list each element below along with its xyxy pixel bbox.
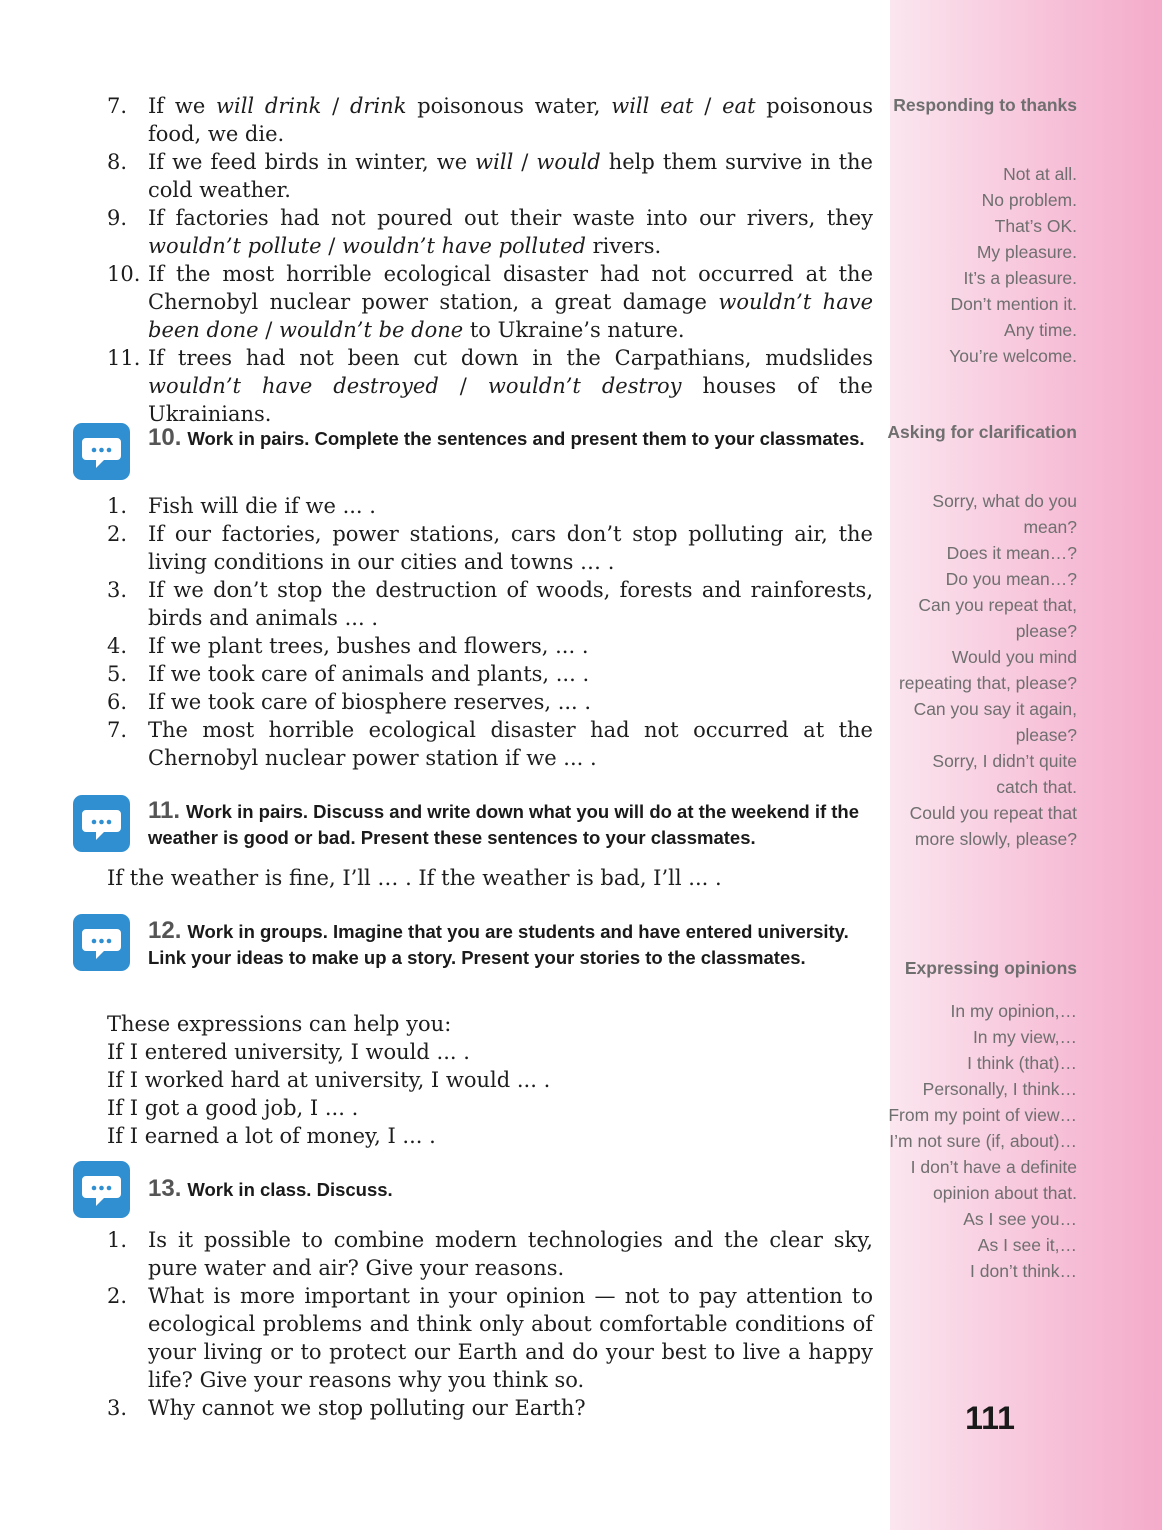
phrase-item: Not at all. (1003, 164, 1077, 184)
list-item (107, 576, 873, 632)
phrase-item: As I see it,… (977, 1235, 1077, 1255)
list-item (107, 716, 873, 772)
exercise-10-instruction: 10. Work in pairs. Complete the sentences and present them to your classmates. (148, 424, 865, 451)
exercise-11-instruction: 11. Work in pairs. Discuss and write down what you will do at the weekend if the weather is good or bad. Present these sentences to your classmates. (148, 797, 860, 848)
phrase-item: Can you say it again, please? (913, 699, 1077, 745)
sidebar-heading-opinions: Expressing opinions (904, 958, 1077, 978)
list-item: 7. If we will drink / drink poisonous water, will eat / eat poisonous food, we die. (107, 94, 873, 146)
exercise-12-lines (107, 1010, 887, 1150)
speech-bubble-icon (73, 914, 130, 971)
phrase-item: In my view,… (972, 1027, 1077, 1047)
text-line: If I got a good job, I ... . (107, 1096, 359, 1120)
sidebar-heading-clarification: Asking for clarification (887, 422, 1077, 442)
phrase-item: Would you mind repeating that, please? (898, 647, 1077, 693)
item-number: 4. (107, 634, 128, 658)
phrase-item: Personally, I think… (922, 1079, 1077, 1099)
item-text: If we took care of animals and plants, ... . (148, 662, 590, 686)
phrase-item: It’s a pleasure. (963, 268, 1077, 288)
sidebar-list-opinions (887, 998, 1077, 1284)
phrase-item: I don’t think… (970, 1261, 1077, 1281)
phrase-item: Any time. (1004, 320, 1077, 340)
item-number: 2. (107, 1284, 128, 1308)
speech-bubble-icon (73, 1161, 130, 1218)
page-number: 111 (965, 1400, 1015, 1436)
item-number: 1. (107, 1228, 128, 1252)
exercise-9-list (107, 92, 873, 428)
item-number: 7. (107, 718, 128, 742)
phrase-item: From my point of view… (888, 1105, 1077, 1125)
list-item (107, 1394, 873, 1422)
item-number: 3. (107, 578, 128, 602)
phrase-item: No problem. (981, 190, 1077, 210)
phrase-item: I don’t have a definite opinion about that. (910, 1157, 1077, 1203)
item-text: Is it possible to combine modern technologies and the clear sky, pure water and air? Give your reasons. (148, 1228, 873, 1280)
phrase-item: Do you mean…? (945, 569, 1077, 589)
item-number: 6. (107, 690, 128, 714)
item-number: 3. (107, 1396, 128, 1420)
item-text: What is more important in your opinion — not to pay attention to ecological problems and think only about comfortable conditions of your living or to protect our Earth and do your best to live a happy life? Give your reasons why you think so. (148, 1284, 873, 1392)
item-text: The most horrible ecological disaster had not occurred at the Chernobyl nuclear power station if we ... . (148, 718, 873, 770)
exercise-13-list (107, 1226, 873, 1422)
list-item: 10. If the most horrible ecological disaster had not occurred at the Chernobyl nuclear power station, a great damage wouldn’t have been done / wouldn’t be done to Ukraine’s nature. (107, 262, 873, 342)
list-item (107, 1282, 873, 1394)
text-line: If I earned a lot of money, I ... . (107, 1124, 436, 1148)
sidebar-heading-thanks: Responding to thanks (893, 95, 1077, 115)
list-item (107, 1226, 873, 1282)
phrase-item: Sorry, I didn’t quite catch that. (932, 751, 1077, 797)
text-line: If I worked hard at university, I would ... . (107, 1068, 551, 1092)
list-item: 11. If trees had not been cut down in the Carpathians, mudslides wouldn’t have destroyed / wouldn’t destroy houses of the Ukrainians. (107, 346, 873, 426)
exercise-11-line: If the weather is fine, I’ll … . If the weather is bad, I’ll ... . (107, 866, 722, 890)
phrase-item: You’re welcome. (949, 346, 1077, 366)
item-number: 1. (107, 494, 128, 518)
sidebar-list-thanks (887, 161, 1077, 369)
phrase-item: Could you repeat that more slowly, please? (909, 803, 1077, 849)
phrase-item: Can you repeat that, please? (918, 595, 1077, 641)
list-item: 9. If factories had not poured out their waste into our rivers, they wouldn’t pollute / wouldn’t have polluted rivers. (107, 206, 873, 258)
speech-bubble-icon (73, 795, 130, 852)
list-item (107, 688, 873, 716)
text-line: If I entered university, I would ... . (107, 1040, 470, 1064)
sidebar-list-clarification (887, 488, 1077, 852)
phrase-item: That’s OK. (994, 216, 1077, 236)
list-item (107, 520, 873, 576)
text-line: These expressions can help you: (107, 1012, 452, 1036)
exercise-13-instruction: 13. Work in class. Discuss. (148, 1175, 393, 1202)
phrase-item: Does it mean…? (946, 543, 1077, 563)
phrase-item: I think (that)… (967, 1053, 1077, 1073)
list-item (107, 492, 873, 520)
phrase-item: I’m not sure (if, about)… (889, 1131, 1077, 1151)
item-text: If we took care of biosphere reserves, ... . (148, 690, 592, 714)
item-number: 5. (107, 662, 128, 686)
exercise-10-list (107, 492, 873, 772)
phrase-item: My pleasure. (976, 242, 1077, 262)
list-item (107, 660, 873, 688)
item-text: Why cannot we stop polluting our Earth? (148, 1396, 586, 1420)
speech-bubble-icon (73, 423, 130, 480)
item-text: If we plant trees, bushes and flowers, ... . (148, 634, 589, 658)
item-text: If we don’t stop the destruction of woods, forests and rainforests, birds and animals ... . (148, 578, 873, 630)
phrase-item: In my opinion,… (950, 1001, 1077, 1021)
phrase-item: As I see you… (963, 1209, 1077, 1229)
phrase-item: Sorry, what do you mean? (932, 491, 1077, 537)
exercise-12-instruction: 12. Work in groups. Imagine that you are students and have entered university. Link your ideas to make up a story. Present your stories to the classmates. (148, 917, 849, 968)
item-text: Fish will die if we ... . (148, 494, 376, 518)
phrase-item: Don’t mention it. (950, 294, 1077, 314)
item-text: If our factories, power stations, cars don’t stop polluting air, the living conditions in our cities and towns … . (148, 522, 873, 574)
list-item: 8. If we feed birds in winter, we will / would help them survive in the cold weather. (107, 150, 873, 202)
item-number: 2. (107, 522, 128, 546)
list-item (107, 632, 873, 660)
